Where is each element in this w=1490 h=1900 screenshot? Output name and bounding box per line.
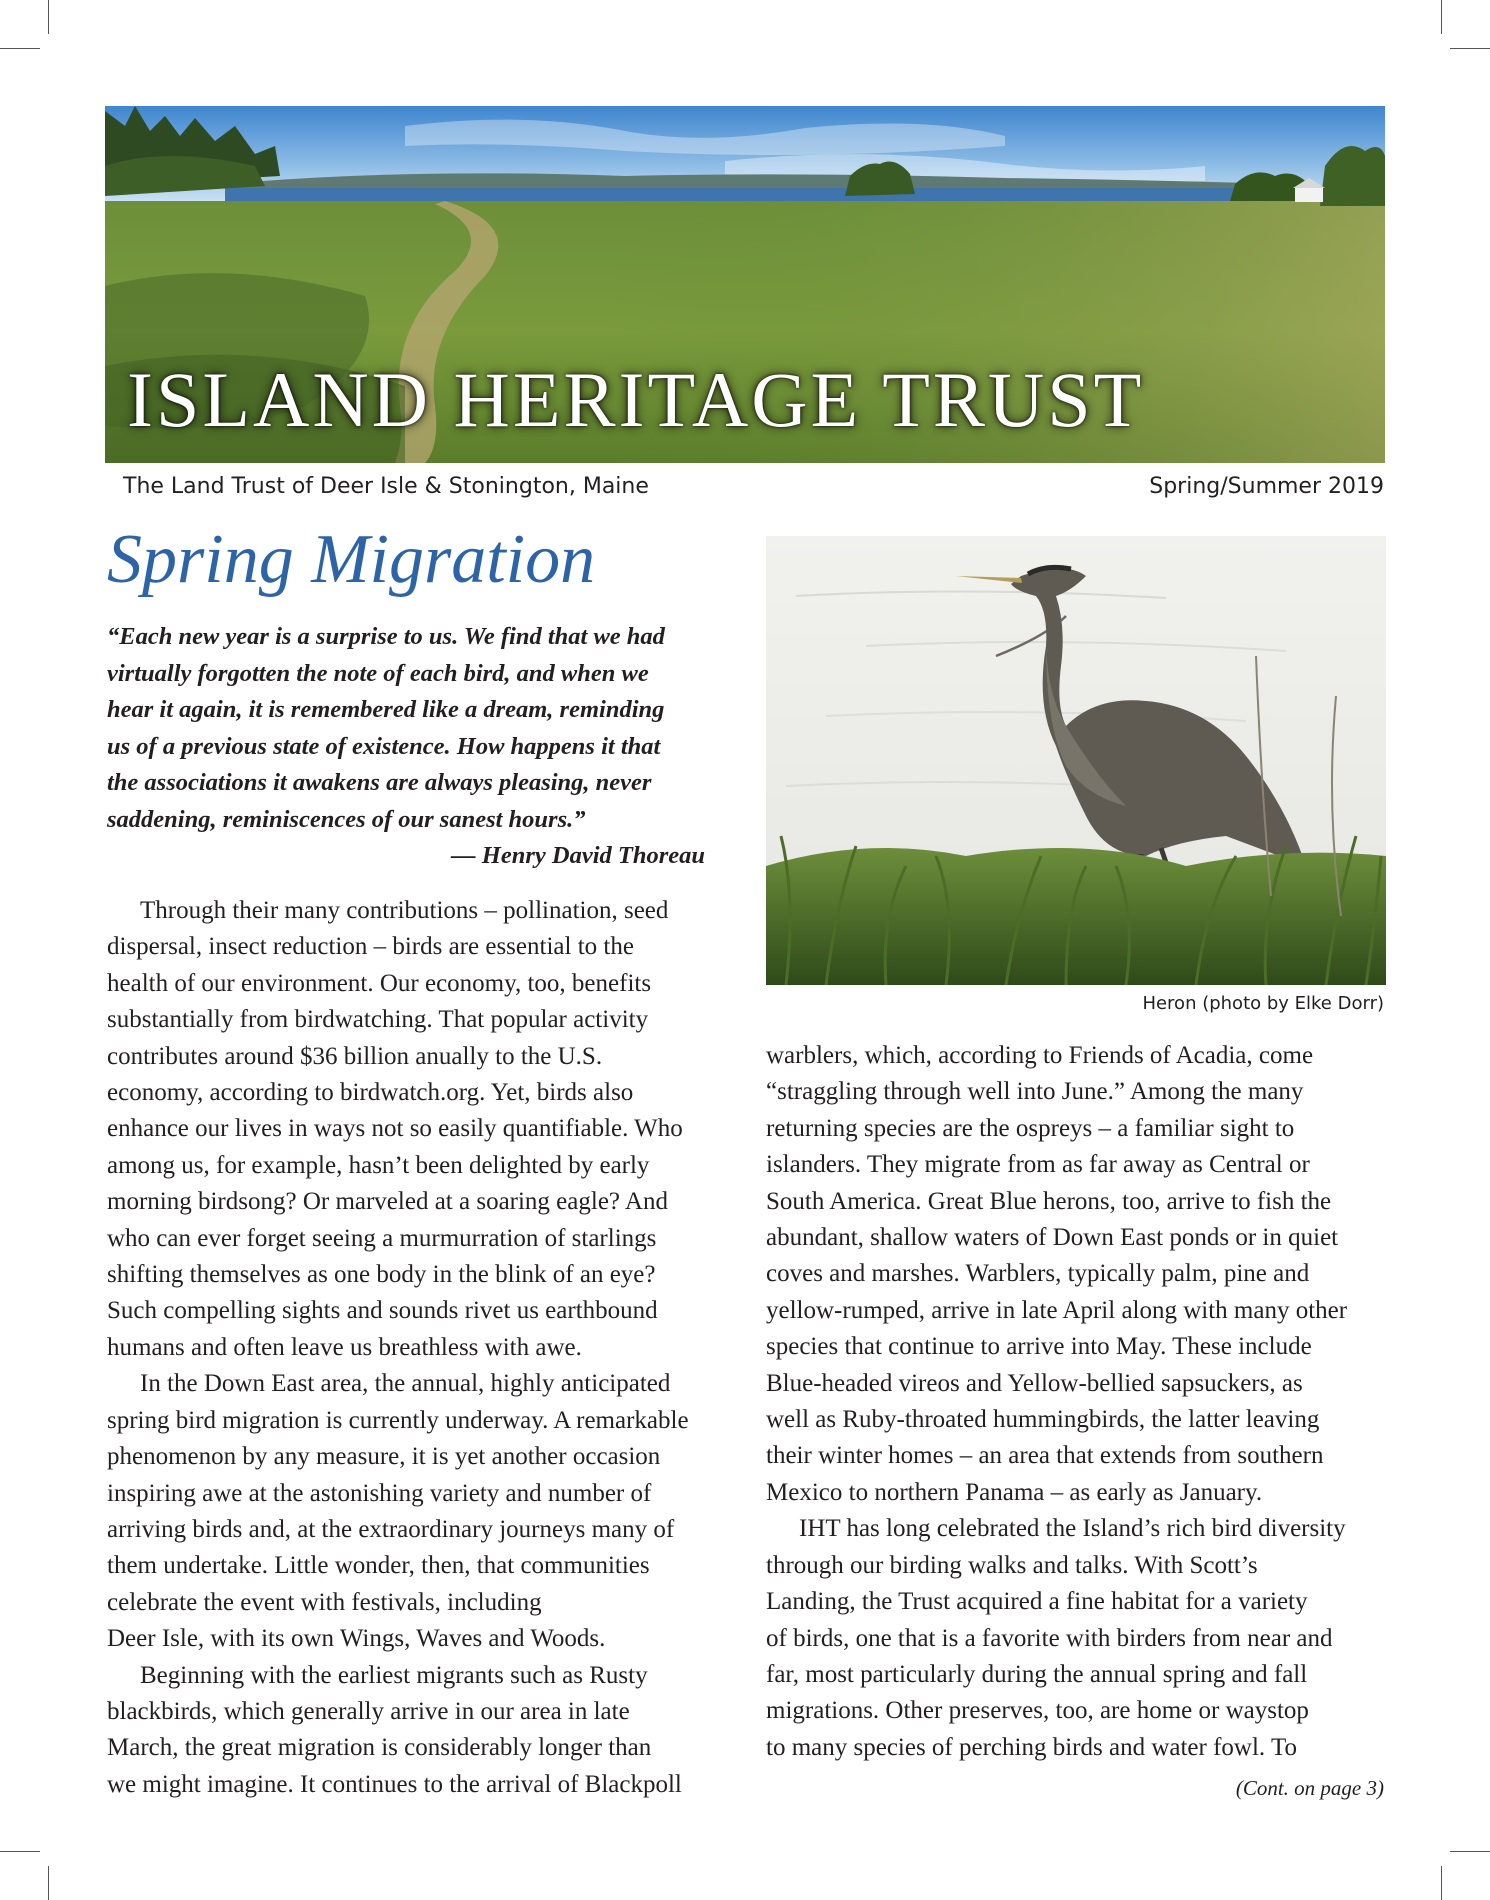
text-line: Through their many contributions – pollination, seed xyxy=(140,897,669,924)
text-line: islanders. They migrate from as far away as Central or xyxy=(766,1151,1310,1179)
photo-caption: Heron (photo by Elke Dorr) xyxy=(1142,993,1384,1014)
text-line: Beginning with the earliest migrants such as Rusty xyxy=(140,1661,648,1689)
text-line: substantially from birdwatching. That popular activity xyxy=(107,1006,649,1034)
text-line: March, the great migration is considerably longer than xyxy=(107,1734,652,1762)
text-line: morning birdsong? Or marveled at a soaring eagle? And xyxy=(107,1188,668,1216)
crop-mark xyxy=(0,1851,40,1852)
text-line: Blue-headed vireos and Yellow-bellied sapsuckers, as xyxy=(766,1369,1303,1397)
text-line: celebrate the event with festivals, including xyxy=(107,1588,542,1616)
heron-image xyxy=(766,536,1386,985)
crop-mark xyxy=(1441,0,1442,34)
quote-line: saddening, reminiscences of our sanest hours.” xyxy=(107,805,586,833)
text-line: contributes around $36 billion anually to the U.S. xyxy=(107,1042,603,1070)
text-line: South America. Great Blue herons, too, arrive to fish the xyxy=(766,1187,1332,1215)
text-line: returning species are the ospreys – a familiar sight to xyxy=(766,1114,1295,1142)
quote-line: us of a previous state of existence. How happens it that xyxy=(107,732,661,760)
quote-line: hear it again, it is remembered like a dream, reminding xyxy=(107,696,665,723)
text-line: them undertake. Little wonder, then, that communities xyxy=(107,1552,650,1580)
text-line: inspiring awe at the astonishing variety and number of xyxy=(107,1479,652,1507)
text-line: phenomenon by any measure, it is yet another occasion xyxy=(107,1443,661,1471)
quote-line: the associations it awakens are always pleasing, never xyxy=(107,769,652,796)
text-line: humans and often leave us breathless with awe. xyxy=(107,1333,582,1361)
quote-attribution: — Henry David Thoreau xyxy=(451,842,705,869)
text-line: spring bird migration is currently underway. A remarkable xyxy=(107,1406,689,1434)
text-line: health of our environment. Our economy, too, benefits xyxy=(107,969,652,997)
text-line: among us, for example, hasn’t been delighted by early xyxy=(107,1151,650,1179)
text-line: migrations. Other preserves, too, are home or waystop xyxy=(766,1697,1309,1725)
text-line: shifting themselves as one body in the blink of an eye? xyxy=(107,1261,656,1289)
text-line: IHT has long celebrated the Island’s rich bird diversity xyxy=(799,1515,1346,1543)
masthead-title: ISLAND HERITAGE TRUST xyxy=(127,356,1145,443)
text-line: coves and marshes. Warblers, typically palm, pine and xyxy=(766,1260,1310,1288)
thoreau-quote xyxy=(107,619,727,875)
crop-mark xyxy=(1441,1866,1442,1900)
text-line: their winter homes – an area that extends from southern xyxy=(766,1442,1324,1470)
article-title: Spring Migration xyxy=(107,521,596,598)
article-column-left xyxy=(107,893,727,1803)
text-line: well as Ruby-throated hummingbirds, the latter leaving xyxy=(766,1406,1320,1434)
text-line: Deer Isle, with its own Wings, Waves and Woods. xyxy=(107,1625,606,1653)
crop-mark xyxy=(1450,48,1490,49)
text-line: we might imagine. It continues to the arrival of Blackpoll xyxy=(107,1770,682,1798)
text-line: In the Down East area, the annual, highly anticipated xyxy=(140,1370,671,1398)
crop-mark xyxy=(1450,1851,1490,1852)
text-line: Landing, the Trust acquired a fine habitat for a variety xyxy=(766,1588,1308,1616)
text-line: “straggling through well into June.” Among the many xyxy=(766,1078,1304,1106)
masthead-banner xyxy=(105,106,1385,463)
continued-note: (Cont. on page 3) xyxy=(1235,1776,1384,1800)
text-line: yellow-rumped, arrive in late April along with many other xyxy=(766,1296,1348,1324)
text-line: enhance our lives in ways not so easily quantifiable. Who xyxy=(107,1115,683,1143)
text-line: to many species of perching birds and water fowl. To xyxy=(766,1733,1297,1761)
text-line: warblers, which, according to Friends of Acadia, come xyxy=(766,1042,1314,1069)
text-line: arriving birds and, at the extraordinary journeys many of xyxy=(107,1515,675,1543)
text-line: species that continue to arrive into May. These include xyxy=(766,1333,1312,1361)
article-column-right xyxy=(766,1038,1386,1766)
text-line: abundant, shallow waters of Down East ponds or in quiet xyxy=(766,1224,1339,1252)
crop-mark xyxy=(48,1866,49,1900)
text-line: dispersal, insect reduction – birds are essential to the xyxy=(107,933,634,961)
crop-mark xyxy=(48,0,49,34)
issue-date: Spring/Summer 2019 xyxy=(1149,474,1384,499)
masthead-tagline: The Land Trust of Deer Isle & Stonington, Maine xyxy=(123,474,649,499)
text-line: Mexico to northern Panama – as early as January. xyxy=(766,1478,1263,1506)
text-line: Such compelling sights and sounds rivet us earthbound xyxy=(107,1297,658,1325)
quote-line: “Each new year is a surprise to us. We find that we had xyxy=(107,623,665,650)
text-line: far, most particularly during the annual spring and fall xyxy=(766,1660,1308,1688)
crop-mark xyxy=(0,48,40,49)
heron-photo xyxy=(766,536,1386,985)
quote-line: virtually forgotten the note of each bird, and when we xyxy=(107,659,649,687)
text-line: of birds, one that is a favorite with birders from near and xyxy=(766,1624,1333,1652)
text-line: blackbirds, which generally arrive in our area in late xyxy=(107,1697,630,1725)
text-line: through our birding walks and talks. With Scott’s xyxy=(766,1551,1258,1579)
text-line: who can ever forget seeing a murmurration of starlings xyxy=(107,1224,657,1252)
text-line: economy, according to birdwatch.org. Yet, birds also xyxy=(107,1079,634,1107)
